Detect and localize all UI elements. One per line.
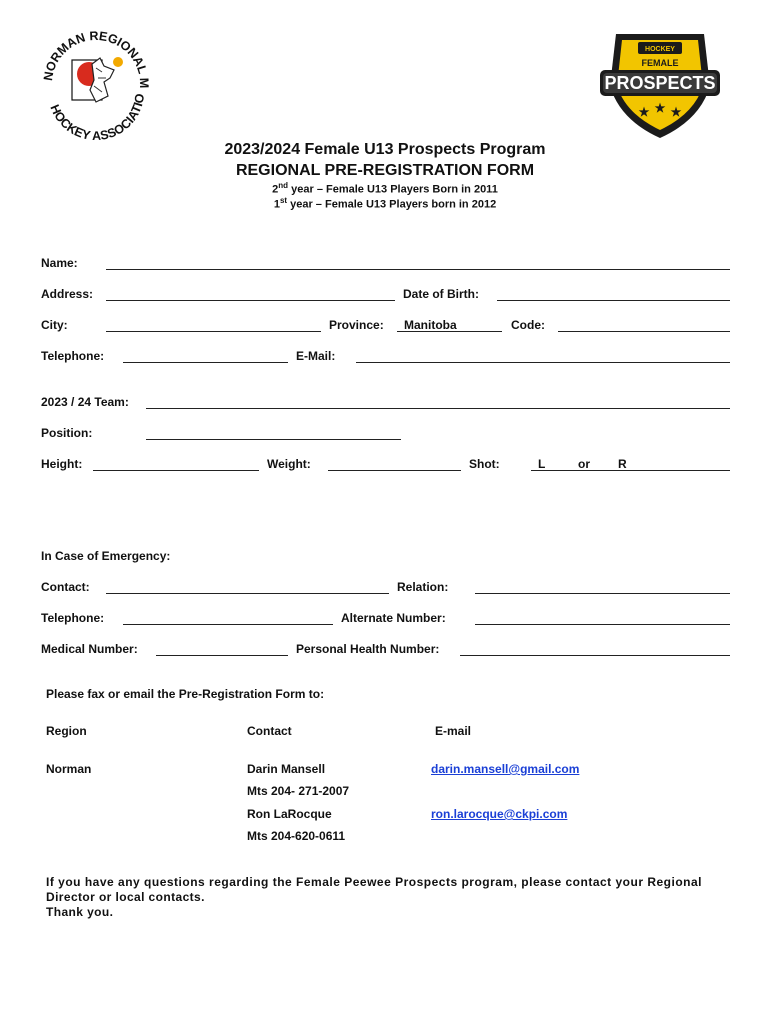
eligibility-line-1st-year: 1st year – Female U13 Players born in 2012 xyxy=(273,196,497,211)
contact2-email-link[interactable]: ron.larocque@ckpi.com xyxy=(431,807,568,821)
prospects-shield-graphic xyxy=(596,26,724,140)
column-header-email: E-mail xyxy=(435,724,472,738)
contact1-email-link[interactable]: darin.mansell@gmail.com xyxy=(431,762,580,776)
emergency-telephone-label: Telephone: xyxy=(41,611,105,625)
emergency-telephone-field[interactable] xyxy=(123,624,333,625)
shield-main-text: PROSPECTS xyxy=(604,73,716,93)
weight-label: Weight: xyxy=(267,457,311,471)
star-icon: ★ xyxy=(638,105,650,119)
postal-code-label: Code: xyxy=(511,318,545,332)
position-field[interactable] xyxy=(146,439,401,440)
name-label: Name: xyxy=(41,256,78,270)
personal-health-number-field[interactable] xyxy=(460,655,730,656)
dob-label: Date of Birth: xyxy=(403,287,479,301)
logo-text-top: NORMAN REGIONAL M xyxy=(41,28,152,89)
region-value: Norman xyxy=(46,762,92,776)
star-icon: ★ xyxy=(670,105,682,119)
email-field[interactable] xyxy=(356,362,730,363)
submission-instruction: Please fax or email the Pre-Registration Form to: xyxy=(46,687,325,701)
contact2-name: Ron LaRocque xyxy=(247,807,332,821)
city-field[interactable] xyxy=(106,331,321,332)
city-label: City: xyxy=(41,318,68,332)
personal-health-number-label: Personal Health Number: xyxy=(296,642,440,656)
footer-line1: If you have any questions regarding the Female Peewee Prospects program, please contact your Regional xyxy=(46,875,703,889)
footer-line3: Thank you. xyxy=(46,905,114,919)
contact1-phone: Mts 204- 271-2007 xyxy=(247,784,350,798)
name-field[interactable] xyxy=(106,269,730,270)
telephone-field[interactable] xyxy=(123,362,288,363)
contact1-name: Darin Mansell xyxy=(247,762,326,776)
shield-banner-small: HOCKEY xyxy=(645,46,675,53)
province-value[interactable]: Manitoba xyxy=(404,318,457,332)
position-label: Position: xyxy=(41,426,93,440)
medical-number-field[interactable] xyxy=(156,655,288,656)
province-field[interactable] xyxy=(397,331,502,332)
team-field[interactable] xyxy=(146,408,730,409)
height-label: Height: xyxy=(41,457,83,471)
shot-or-text: or xyxy=(578,457,590,471)
address-field[interactable] xyxy=(106,300,395,301)
nrmha-logo-graphic xyxy=(34,22,159,142)
weight-field[interactable] xyxy=(328,470,461,471)
alternate-number-label: Alternate Number: xyxy=(341,611,446,625)
shot-option-right[interactable]: R xyxy=(618,457,627,471)
column-header-contact: Contact xyxy=(247,724,292,738)
height-field[interactable] xyxy=(93,470,259,471)
dob-field[interactable] xyxy=(497,300,730,301)
relation-field[interactable] xyxy=(475,593,730,594)
emergency-contact-field[interactable] xyxy=(106,593,389,594)
logo-text-bottom: HOCKEY ASSOCIATIO xyxy=(47,92,148,142)
eligibility-line-2nd-year: 2nd year – Female U13 Players Born in 2011 xyxy=(272,181,498,196)
province-label: Province: xyxy=(329,318,384,332)
column-header-region: Region xyxy=(46,724,87,738)
emergency-heading: In Case of Emergency: xyxy=(41,549,171,563)
shot-field[interactable] xyxy=(531,470,730,471)
female-prospects-logo xyxy=(596,26,724,140)
shot-label: Shot: xyxy=(469,457,500,471)
telephone-label: Telephone: xyxy=(41,349,105,363)
relation-label: Relation: xyxy=(397,580,449,594)
alternate-number-field[interactable] xyxy=(475,624,730,625)
star-icon: ★ xyxy=(654,101,666,115)
form-title-line2: REGIONAL PRE-REGISTRATION FORM xyxy=(235,162,535,179)
email-label: E-Mail: xyxy=(296,349,336,363)
medical-number-label: Medical Number: xyxy=(41,642,138,656)
emergency-contact-label: Contact: xyxy=(41,580,90,594)
team-label: 2023 / 24 Team: xyxy=(41,395,129,409)
footer-line2: Director or local contacts. xyxy=(46,890,205,904)
contact2-phone: Mts 204-620-0611 xyxy=(247,829,346,843)
shot-option-left[interactable]: L xyxy=(538,457,546,471)
address-label: Address: xyxy=(41,287,94,301)
postal-code-field[interactable] xyxy=(558,331,730,332)
shield-label-female: FEMALE xyxy=(641,58,679,68)
form-title-line1: 2023/2024 Female U13 Prospects Program xyxy=(224,141,546,158)
nrmha-logo xyxy=(34,22,159,142)
